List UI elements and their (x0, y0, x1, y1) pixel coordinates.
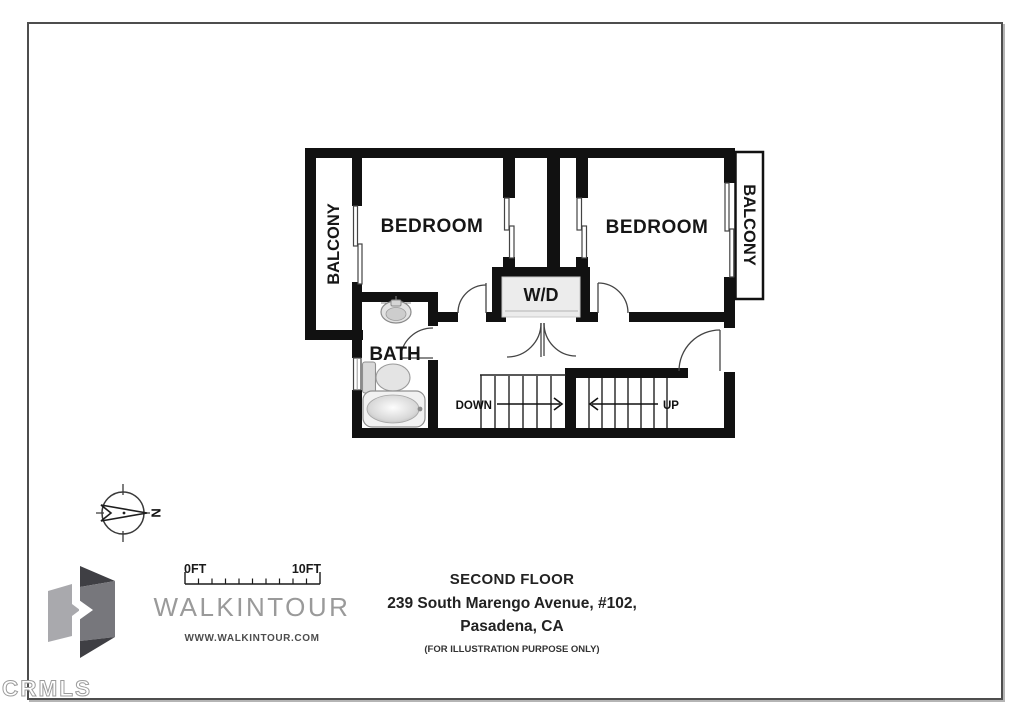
washer-dryer-label: W/D (523, 285, 559, 305)
left-bedroom-door-arc (458, 283, 486, 313)
bathtub-icon (363, 391, 425, 427)
compass-north-label: N (148, 508, 164, 518)
right-closet-slider (582, 226, 587, 258)
toilet-icon (363, 362, 411, 393)
walkintour-logo-icon (48, 566, 115, 658)
stairs-up-treads (589, 378, 667, 428)
left-balcony-slider (358, 244, 362, 284)
right-balcony-slider (730, 229, 734, 277)
compass-icon (96, 484, 164, 542)
bedroom-left-label: BEDROOM (380, 216, 484, 237)
bedroom-right-label: BEDROOM (605, 217, 709, 238)
floor-title: SECOND FLOOR (449, 571, 575, 588)
brand-website: WWW.WALKINTOUR.COM (184, 633, 320, 644)
address-line2: Pasadena, CA (460, 618, 564, 635)
caption-block (350, 571, 674, 655)
left-balcony-slider (354, 206, 358, 246)
balcony-right-label: BALCONY (740, 184, 758, 266)
stairs-down-arrow (497, 398, 562, 410)
scale-ruler (184, 562, 321, 584)
stairs-up-label: UP (663, 400, 679, 412)
stairs-down-label: DOWN (455, 400, 492, 412)
scale-start-label: 0FT (184, 562, 207, 576)
brand-wordmark: WALKINTOUR (153, 592, 351, 622)
bath-window (354, 358, 362, 390)
left-closet-slider (505, 198, 510, 230)
disclaimer-text: (FOR ILLUSTRATION PURPOSE ONLY) (424, 644, 600, 655)
bath-label: BATH (369, 344, 421, 365)
right-balcony-slider (725, 183, 729, 231)
scale-end-label: 10FT (291, 562, 321, 576)
right-closet-slider (577, 198, 582, 230)
hall-double-door-arcs (507, 323, 576, 357)
address-line1: 239 South Marengo Avenue, #102, (387, 595, 637, 612)
left-closet-slider (510, 226, 515, 258)
entry-door-arc (679, 330, 720, 371)
right-bedroom-door-arc (598, 283, 628, 313)
balcony-left-label: BALCONY (325, 203, 343, 285)
stairs-up-arrow (590, 398, 658, 410)
crmls-watermark: CRMLS (2, 676, 92, 701)
brand-block (146, 592, 358, 644)
